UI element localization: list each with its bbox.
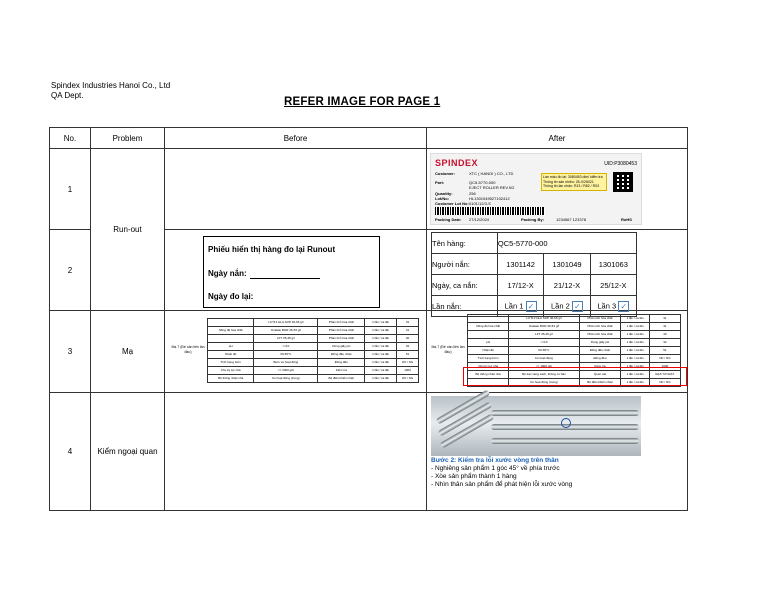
date-label: Ngày, ca nắn:: [432, 275, 498, 296]
plating-cell: Bộ điều khiển nhiệt: [318, 375, 365, 383]
label-card-image: [430, 153, 642, 225]
before-cell-form: [165, 230, 427, 311]
before-cell-plating: [165, 311, 427, 393]
department: QA Dept.: [51, 91, 84, 100]
plating-cell: 1 lần / ca lần: [365, 335, 397, 343]
col-header-after: After: [427, 128, 688, 149]
plating-cell: [468, 315, 509, 323]
shift-date: 17/12-X: [497, 275, 543, 296]
label-packer: 1234567 123378: [556, 217, 587, 222]
plating-row: [468, 339, 681, 347]
plating-cell: 1 lần / ca lần: [365, 319, 397, 327]
after-cell-inspection: [427, 393, 688, 511]
times-text: Lần 2: [551, 300, 570, 310]
plating-cell: Phân tích hóa chất: [579, 331, 621, 339]
plating-cell: LFT 35-45 g/l: [254, 335, 318, 343]
yellow-note-line: Thông tin sản nhiêu: 25-X/26021: [543, 179, 594, 184]
label-qty-key: Quantity:: [435, 191, 453, 196]
plating-cell: 1 lần / ca lần: [621, 315, 649, 323]
plating-cell: <= 1000 giờ: [509, 363, 579, 371]
table-row: [50, 149, 688, 230]
step-line: - Nghiêng sản phẩm 1 góc 45° về phía trước: [431, 465, 560, 472]
row-no: 1: [50, 149, 91, 230]
label-customer: XTC ( HANOI ) CO., LTD: [469, 171, 514, 176]
plating-cell: Tình trạng bơm: [208, 359, 254, 367]
plating-cell: ĐẠT/ KO ĐẠT: [649, 371, 680, 379]
col-header-problem: Problem: [91, 128, 165, 149]
plating-row: [468, 355, 681, 363]
qr-code: [613, 172, 633, 192]
label-packer-key: Packing By:: [521, 217, 544, 222]
plating-cell: Chu kỳ lọc nhà: [468, 363, 509, 371]
person-id: 1301049: [544, 254, 590, 275]
roller-rod: [491, 438, 639, 444]
plating-cell: 1 lần / ca lần: [365, 375, 397, 383]
plating-row: [208, 335, 419, 343]
col-header-no: No.: [50, 128, 91, 149]
person-id: 1301063: [590, 254, 636, 275]
plating-cell: 1 lần / ca lần: [621, 347, 649, 355]
plating-cell: <= 1000 giờ: [254, 367, 318, 375]
person-id: 1301142: [497, 254, 543, 275]
plating-cell: Dùng giấy pH: [318, 343, 365, 351]
plating-cell: 1 lần / ca lần: [365, 351, 397, 359]
plating-cell: 41: [649, 323, 680, 331]
label-lot-key: Lot/No:: [435, 196, 449, 201]
roller-photo: [431, 396, 641, 456]
col-header-before: Before: [165, 128, 427, 149]
check-icon: ✓: [572, 301, 583, 312]
plating-cell: >=10: [254, 343, 318, 351]
form-title: Phiếu hiển thị hàng đo lại Runout: [208, 245, 336, 254]
roller-rod: [491, 410, 639, 416]
row-problem: Run-out: [91, 149, 165, 311]
plating-cell: OK / NG: [649, 355, 680, 363]
check-icon: ✓: [526, 301, 537, 312]
plating-cell: 40: [649, 331, 680, 339]
plating-cell: OK / NG: [397, 359, 419, 367]
label-part-key: Part:: [435, 180, 445, 185]
after-cell-form: [427, 230, 688, 311]
plating-cell: Đồng đều: [318, 359, 365, 367]
row-no: 4: [50, 393, 91, 511]
times-text: Lần 3: [597, 300, 617, 310]
plating-cell: Nhiệt độ: [468, 347, 509, 355]
plating-cell: LCT13 HLA SOP 46-66 g/l: [509, 315, 579, 323]
form-measure-label: Ngày đo lại:: [208, 292, 254, 301]
step-line: - Nhìn thân sản phẩm để phát hiện lỗi xước vòng: [431, 481, 573, 488]
plating-cell: 51: [397, 351, 419, 359]
highlight-box: [463, 367, 687, 386]
plating-cell: pH: [468, 339, 509, 347]
plating-cell: Bộ thống nhiệt nhà: [208, 375, 254, 383]
yellow-note-line: Lần mâu đo lại: 3080453 dlm/ kiểm tra: [543, 175, 603, 179]
plating-cell: 1000: [649, 363, 680, 371]
plating-row: [208, 319, 419, 327]
plating-cell: Bộ trạc vàng sạch, không có bẩn: [509, 371, 579, 379]
plating-cell: Nồng độ hóa chất: [468, 323, 509, 331]
plating-cell: Kiểm tra: [318, 367, 365, 375]
plating-cell: 1 lần / ca lần: [365, 359, 397, 367]
plating-cell: 1000: [397, 367, 419, 375]
label-uid: UID:P3080453: [604, 161, 637, 167]
plating-cell: LFT 35-45 g/l: [509, 331, 579, 339]
plating-table-before: [207, 318, 419, 383]
company-name: Spindex Industries Hanoi Co., Ltd: [51, 81, 171, 90]
plating-cell: Phân tích hóa chất: [579, 315, 621, 323]
plating-cell: 31: [649, 315, 680, 323]
plating-cell: 51: [649, 347, 680, 355]
plating-cell: Bơm vê hoạt động: [254, 359, 318, 367]
step-title: Bước 2: Kiểm tra lỗi xước vòng trên thân: [431, 457, 559, 464]
plating-cell: 32: [397, 343, 419, 351]
plating-cell: Chu kỳ lọc nhà: [208, 367, 254, 375]
after-cell-label: [427, 149, 688, 230]
plating-cell: 60-65°C: [509, 347, 579, 355]
label-packing-key: Packing Date:: [435, 217, 462, 222]
runout-form-after: [431, 232, 637, 317]
label-part-desc: EJECT ROLLER REV.9/2: [469, 185, 515, 190]
label-qty: 256: [469, 191, 476, 196]
plating-cell: Phân tích hóa chất: [318, 319, 365, 327]
label-part: QC5-5770-000: [469, 180, 496, 185]
plating-cell: Có hoạt động (trung): [254, 375, 318, 383]
before-cell-empty: [165, 149, 427, 230]
plating-cell: [208, 335, 254, 343]
plating-cell: Tình trạng bơm: [468, 355, 509, 363]
plating-cell: Oxalate BOR 46-53 g/l: [254, 327, 318, 335]
barcode: [435, 207, 545, 215]
plating-side-label: Mạ 7 (Đề cần liên lần đầu): [431, 345, 465, 354]
plating-row: [208, 343, 419, 351]
plating-cell: Phân tích hóa chất: [318, 327, 365, 335]
plating-row: [208, 351, 419, 359]
plating-row: [468, 315, 681, 323]
row-no: 2: [50, 230, 91, 311]
plating-cell: [208, 319, 254, 327]
plating-cell: Đồng đều: [579, 355, 621, 363]
plating-cell: 1 lần / ca lần: [621, 331, 649, 339]
plating-cell: OK / NG: [649, 379, 680, 387]
plating-cell: Quan sát: [579, 371, 621, 379]
row-no: 3: [50, 311, 91, 393]
plating-cell: Nhiệt độ: [208, 351, 254, 359]
plating-cell: LCT13 HLA SOP 46-66 g/l: [254, 319, 318, 327]
plating-cell: Bộ điều khiển nhiệt: [579, 379, 621, 387]
label-custlot-key: Customer Lot No:: [435, 201, 469, 206]
times-label: Lần nắn:: [432, 296, 498, 317]
label-customer-key: Customer:: [435, 171, 456, 176]
plating-row: [208, 367, 419, 375]
step-line: - Xòe sản phẩm thành 1 hàng: [431, 473, 517, 480]
spindex-logo: SPINDEX: [435, 158, 479, 168]
plating-cell: >=10: [509, 339, 579, 347]
plating-cell: 1 lần / ca lần: [621, 363, 649, 371]
times-text: Lần 1: [504, 300, 524, 310]
plating-cell: 1 lần / ca lần: [621, 339, 649, 347]
plating-cell: Oxalate BOR 46-53 g/l: [509, 323, 579, 331]
plating-row: [468, 331, 681, 339]
row-problem: Mạ: [91, 311, 165, 393]
label-custlot: 0101/12/3-S: [469, 201, 491, 206]
plating-cell: Có hoạt động: [509, 355, 579, 363]
plating-cell: 1 lần / ca lần: [621, 355, 649, 363]
shift-date: 21/12-X: [544, 275, 590, 296]
plating-row: [208, 359, 419, 367]
person-label: Người nắn:: [432, 254, 498, 275]
check-icon: ✓: [618, 301, 629, 312]
plating-cell: Đồng đều nhiệt: [579, 347, 621, 355]
plating-cell: 1 lần / ca lần: [365, 343, 397, 351]
plating-cell: 1 lần / ca lần: [621, 323, 649, 331]
row-problem: Kiểm ngoại quan: [91, 393, 165, 511]
form-date-line: [250, 278, 320, 279]
plating-cell: 31: [397, 319, 419, 327]
plating-cell: 32: [649, 339, 680, 347]
before-cell-empty: [165, 393, 427, 511]
after-cell-plating: [427, 311, 688, 393]
plating-cell: Kiểm tra: [579, 363, 621, 371]
plating-side-label: Mạ 7 (Đề cần liên lần đầu): [171, 345, 205, 354]
plating-cell: pH: [208, 343, 254, 351]
plating-cell: 1 lần / ca lần: [365, 367, 397, 375]
form-date-label: Ngày nắn:: [208, 269, 247, 278]
plating-cell: 41: [397, 327, 419, 335]
comparison-table: [49, 127, 688, 511]
inspection-steps: [431, 457, 641, 489]
plating-cell: [468, 331, 509, 339]
table-row: [50, 311, 688, 393]
plating-cell: 1 lần / ca lần: [365, 327, 397, 335]
label-lot: HL1301049527102412: [469, 196, 510, 201]
yellow-note-line: Thông tin lần nhận: R13 / R82 / R03: [543, 184, 600, 188]
plating-cell: OK / NG: [397, 375, 419, 383]
plating-cell: Đồng đều nhiệt: [318, 351, 365, 359]
rohs-mark: RoHS: [621, 217, 632, 222]
plating-cell: Nồng độ hóa chất: [208, 327, 254, 335]
plating-cell: Phân tích hóa chất: [318, 335, 365, 343]
page-title: REFER IMAGE FOR PAGE 1: [284, 96, 441, 108]
circle-marker: [561, 418, 571, 428]
plating-row: [468, 347, 681, 355]
item-value: QC5-5770-000: [497, 233, 636, 254]
table-row: [50, 393, 688, 511]
label-packing: 27/12/2024: [469, 217, 490, 222]
item-label: Tên hàng:: [432, 233, 498, 254]
plating-row: [468, 323, 681, 331]
plating-cell: 1 lần / ca lần: [621, 371, 649, 379]
plating-cell: Bộ thống nhiệt nhà: [468, 371, 509, 379]
plating-row: [208, 327, 419, 335]
plating-row: [208, 375, 419, 383]
plating-cell: 40: [397, 335, 419, 343]
runout-form: [203, 236, 380, 308]
plating-cell: 60-65°C: [254, 351, 318, 359]
yellow-note: [541, 173, 607, 191]
plating-cell: Có hoạt động (trung): [509, 379, 579, 387]
shift-date: 25/12-X: [590, 275, 636, 296]
plating-cell: Dùng giấy pH: [579, 339, 621, 347]
plating-cell: 1 lần / ca lần: [621, 379, 649, 387]
plating-cell: Phân tích hóa chất: [579, 323, 621, 331]
